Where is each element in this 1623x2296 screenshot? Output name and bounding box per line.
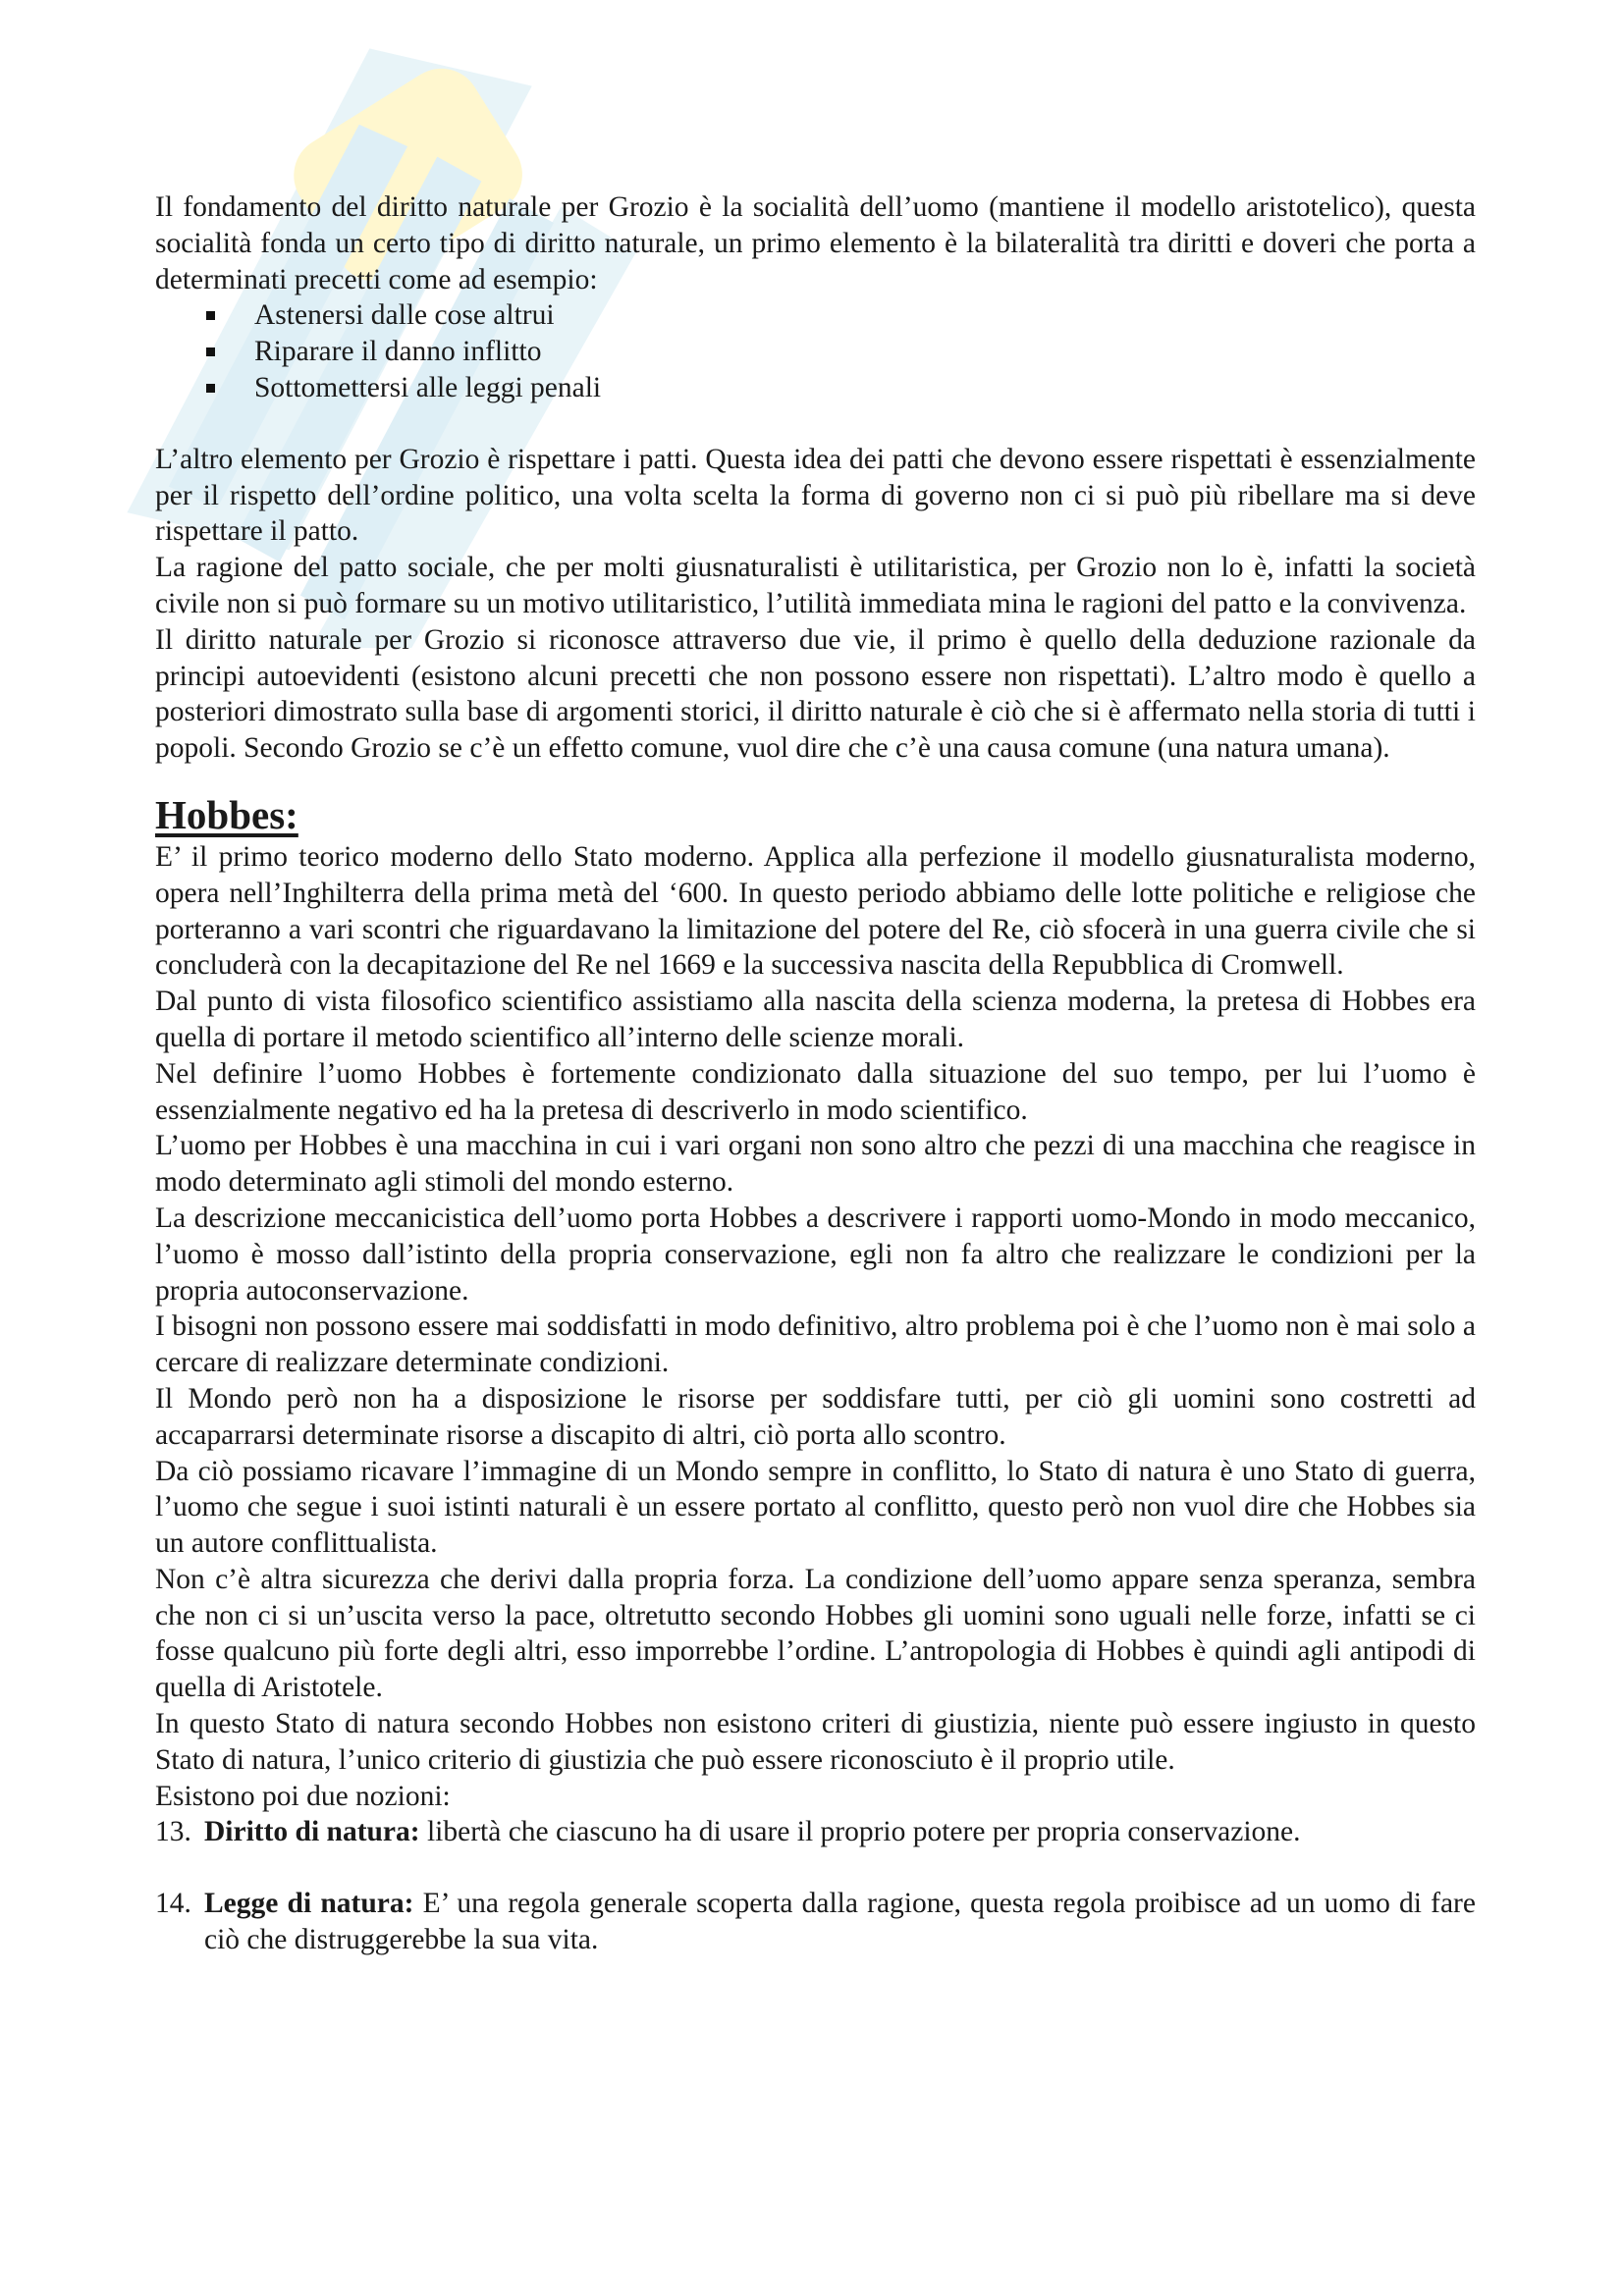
hobbes-paragraph: Non c’è altra sicurezza che derivi dalla propria forza. La condizione dell’uomo appare senza speranza, sembra che non ci si un’uscita verso la pace, oltretutto secondo Hobbes gli uomini sono uguali nelle forze, infatti se ci fosse qualcuno più forte degli altri, esso imporrebbe l’ordine. L’antropologia di Hobbes è quindi agli antipodi di quella di Aristotele. xyxy=(155,1563,1476,1704)
grozio-paragraph-vie: Il diritto naturale per Grozio si riconosce attraverso due vie, il primo è quello della deduzione razionale da principi autoevidenti (esistono alcuni precetti che non possono essere non rispettati). L’altro modo è quello a posteriori dimostrato sulla base di argomenti storici, il diritto naturale è ciò che si è affermato nella storia di tutti i popoli. Secondo Grozio se c’è un effetto comune, vuol dire che c’è una causa comune (una natura umana). xyxy=(155,623,1476,765)
list-item-number: 13. xyxy=(155,1816,191,1848)
hobbes-paragraph: La descrizione meccanicistica dell’uomo porta Hobbes a descrivere i rapporti uomo-Mondo in modo meccanico, l’uomo è mosso dall’istinto della propria conservazione, egli non fa altro che realizzare le condizioni per la propria autoconservazione. xyxy=(155,1201,1476,1307)
list-item xyxy=(155,1814,1476,1850)
hobbes-paragraph: Nel definire l’uomo Hobbes è fortemente condizionato dalla situazione del suo tempo, per lui l’uomo è essenzialmente negativo ed ha la pretesa di descriverlo in modo scientifico. xyxy=(155,1057,1476,1126)
section-heading-hobbes: Hobbes: xyxy=(155,791,298,837)
grozio-paragraph-patti: L’altro elemento per Grozio è rispettare i patti. Questa idea dei patti che devono essere rispettati è essenzialmente per il rispetto dell’ordine politico, una volta scelta la forma di governo non ci si può più ribellare ma si deve rispettare il patto. xyxy=(155,443,1476,548)
hobbes-paragraph: E’ il primo teorico moderno dello Stato moderno. Applica alla perfezione il modello giusnaturalista moderno, opera nell’Inghilterra della prima metà del ‘600. In questo periodo abbiamo delle lotte politiche e religiose che porteranno a vari scontri che riguardavano la limitazione del potere del Re, ciò sfocerà in una guerra civile che si concluderà con la decapitazione del Re nel 1669 e la successiva nascita della Repubblica di Cromwell. xyxy=(155,840,1476,982)
hobbes-paragraph: Dal punto di vista filosofico scientifico assistiamo alla nascita della scienza moderna, la pretesa di Hobbes era quella di portare il metodo scientifico all’interno delle scienze morali. xyxy=(155,986,1476,1053)
hobbes-notions-list xyxy=(155,1814,1476,1957)
hobbes-paragraph: L’uomo per Hobbes è una macchina in cui i vari organi non sono altro che pezzi di una macchina che reagisce in modo determinato agli stimoli del mondo esterno. xyxy=(155,1130,1476,1199)
grozio-precepts-list xyxy=(155,297,1476,405)
hobbes-paragraph: Da ciò possiamo ricavare l’immagine di un Mondo sempre in conflitto, lo Stato di natura è uno Stato di guerra, l’uomo che segue i suoi istinti naturali è un essere portato al conflitto, questo però non vuol dire che Hobbes sia un autore conflittualista. xyxy=(155,1455,1476,1560)
hobbes-paragraph: Il Mondo però non ha a disposizione le risorse per soddisfare tutti, per ciò gli uomini sono costretti ad accaparrarsi determinate risorse a discapito di altri, ciò porta allo scontro. xyxy=(155,1382,1476,1451)
list-item xyxy=(206,297,1476,334)
list-item-text: Astenersi dalle cose altrui xyxy=(254,299,555,332)
list-item xyxy=(155,1886,1476,1958)
hobbes-paragraph: In questo Stato di natura secondo Hobbes non esistono criteri di giustizia, niente può essere ingiusto in questo Stato di natura, l’unico criterio di giustizia che può essere riconosciuto è il proprio utile. xyxy=(155,1708,1476,1776)
notion-definition: E’ una regola generale scoperta dalla ragione, questa regola proibisce ad un uomo di fare ciò che distruggerebbe la sua vita. xyxy=(204,1888,1476,1956)
list-item-text: Sottomettersi alle leggi penali xyxy=(254,371,602,403)
list-item-number: 14. xyxy=(155,1888,191,1920)
list-item-text: Riparare il danno inflitto xyxy=(254,336,542,368)
grozio-intro-paragraph: Il fondamento del diritto naturale per Grozio è la socialità dell’uomo (mantiene il modello aristotelico), questa socialità fonda un certo tipo di diritto naturale, un primo elemento è la bilateralità tra diritti e doveri che porta a determinati precetti come ad esempio: xyxy=(155,191,1476,295)
notion-term: Diritto di natura: xyxy=(204,1816,420,1848)
square-bullet-icon xyxy=(206,347,215,356)
notion-definition: libertà che ciascuno ha di usare il proprio potere per propria conservazione. xyxy=(419,1816,1301,1848)
square-bullet-icon xyxy=(206,311,215,320)
document-page xyxy=(155,189,1476,1958)
hobbes-paragraph: Esistono poi due nozioni: xyxy=(155,1780,451,1812)
list-item xyxy=(206,334,1476,370)
list-item xyxy=(206,370,1476,406)
notion-term: Legge di natura: xyxy=(204,1888,414,1920)
grozio-paragraph-ragione: La ragione del patto sociale, che per molti giusnaturalisti è utilitaristica, per Grozio non lo è, infatti la società civile non si può formare su un motivo utilitaristico, l’utilità immediata mina le ragioni del patto e la convivenza. xyxy=(155,552,1476,619)
hobbes-paragraph: I bisogni non possono essere mai soddisfatti in modo definitivo, altro problema poi è che l’uomo non è mai solo a cercare di realizzare determinate condizioni. xyxy=(155,1310,1476,1379)
square-bullet-icon xyxy=(206,384,215,393)
